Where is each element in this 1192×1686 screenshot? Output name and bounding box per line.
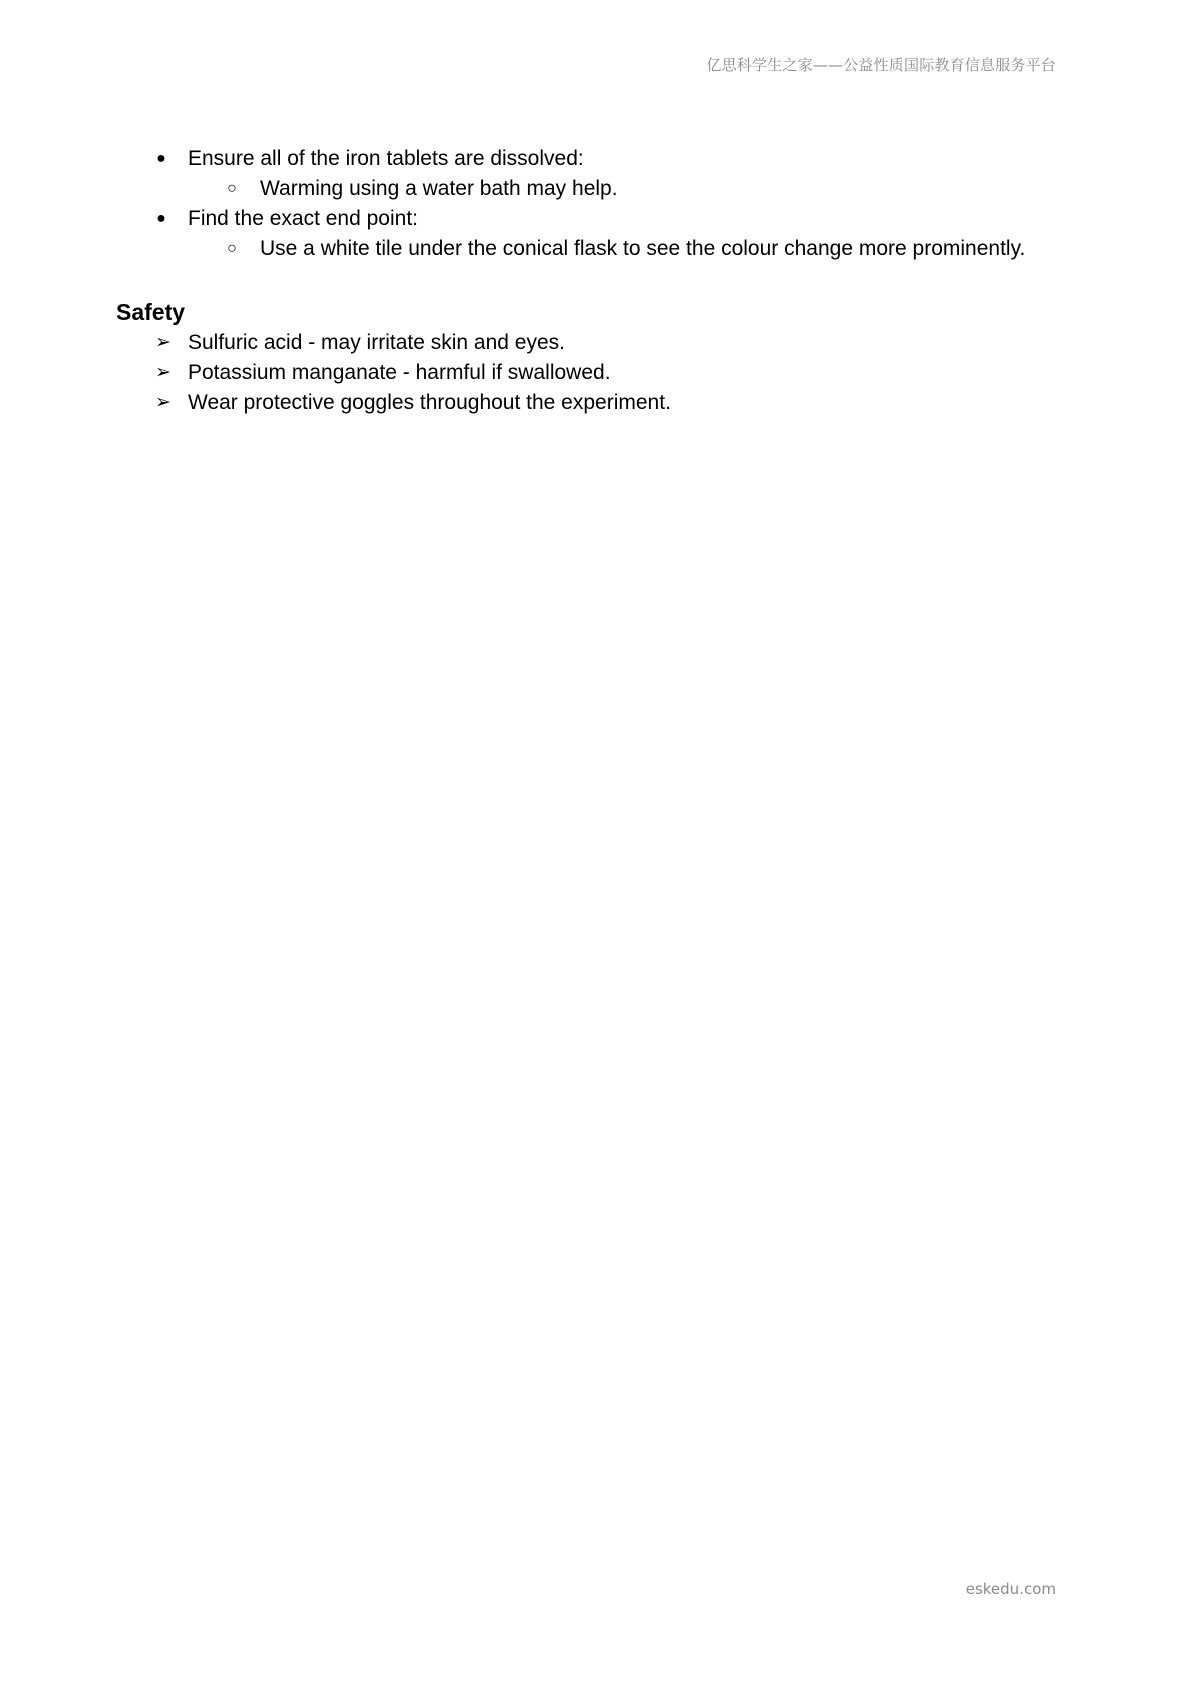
arrow-bullet-icon: ➢ [155, 332, 171, 353]
page-header-watermark: 亿思科学生之家——公益性质国际教育信息服务平台 [706, 56, 1056, 74]
list-item-text: Wear protective goggles throughout the experiment. [188, 391, 671, 414]
sub-list-item-text: Warming using a water bath may help. [260, 177, 618, 200]
bullet-disc-icon: ● [156, 210, 166, 227]
list-item-text: Potassium manganate - harmful if swallowed. [188, 361, 611, 384]
bullet-disc-icon: ● [156, 150, 166, 167]
page-footer-watermark: eskedu.com [965, 1580, 1056, 1598]
list-item-text: Find the exact end point: [188, 207, 418, 230]
bullet-circle-icon: ○ [227, 240, 237, 257]
bullet-circle-icon: ○ [227, 180, 237, 197]
sub-list-item-text: Use a white tile under the conical flask to see the colour change more prominently. [260, 237, 1026, 260]
list-item-text: Ensure all of the iron tablets are dissolved: [188, 147, 584, 170]
list-item-text: Sulfuric acid - may irritate skin and eyes. [188, 331, 565, 354]
safety-heading: Safety [116, 299, 186, 325]
arrow-bullet-icon: ➢ [155, 392, 171, 413]
arrow-bullet-icon: ➢ [155, 362, 171, 383]
